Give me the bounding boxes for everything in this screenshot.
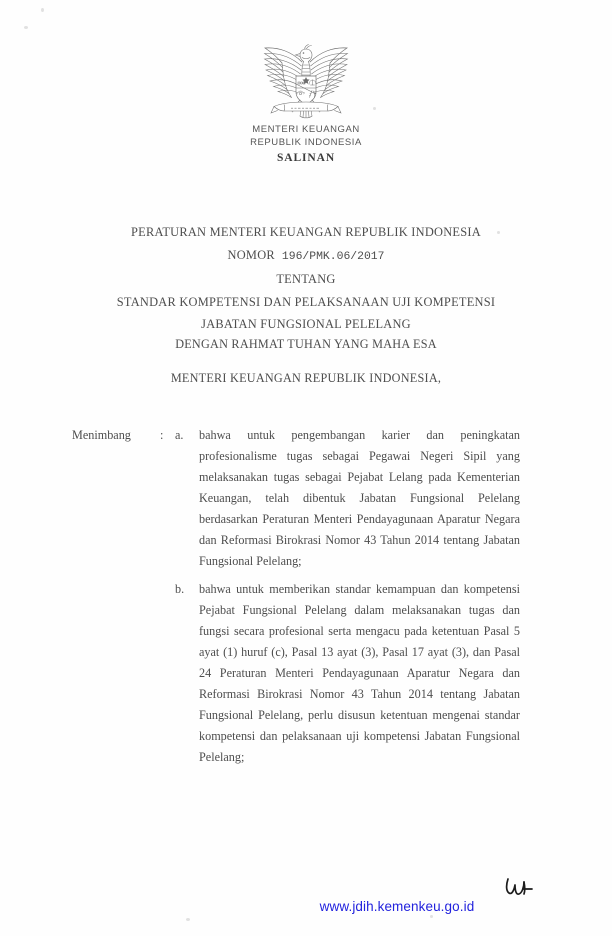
letterhead-line-2: REPUBLIK INDONESIA bbox=[250, 136, 362, 148]
garuda-pancasila-emblem bbox=[254, 40, 358, 124]
attestation-line: MENTERI KEUANGAN REPUBLIK INDONESIA, bbox=[170, 371, 442, 385]
subject-line-2: JABATAN FUNGSIONAL PELELANG bbox=[201, 317, 411, 331]
initials-handwritten-mark bbox=[500, 874, 544, 902]
consideration-text-a: bahwa untuk pengembangan karier dan peningkatan profesionalisme tugas sebagai Pegawai Negeri Sipil yang melaksanakan tugas sebagai Pejabat Lelang pada Kementerian Keuangan, telah dibentuk Jabatan Fungsional Pelelang berdasarkan Peraturan Menteri Pendayagunaan Aparatur Negara dan Reformasi Birokrasi Nomor 43 Tahun 2014 tentang Jabatan Fungsional Pelelang; bbox=[199, 428, 520, 568]
consideration-item-a bbox=[72, 425, 520, 572]
letterhead-line-1: MENTERI KEUANGAN bbox=[252, 124, 360, 135]
emblem-container bbox=[0, 40, 612, 129]
scan-speck bbox=[186, 918, 190, 921]
consideration-item-b bbox=[72, 579, 520, 768]
scan-speck bbox=[41, 8, 44, 12]
copy-stamp: SALINAN bbox=[276, 152, 336, 164]
document-title-block bbox=[46, 221, 566, 336]
considerations-colon: : bbox=[160, 428, 164, 442]
letterhead bbox=[0, 124, 612, 149]
scan-speck bbox=[430, 915, 433, 918]
consideration-marker-b: b. bbox=[175, 582, 185, 596]
footer-url[interactable]: www.jdih.kemenkeu.go.id bbox=[319, 899, 475, 914]
subject-line-1: STANDAR KOMPETENSI DAN PELAKSANAAN UJI KOMPETENSI bbox=[116, 294, 496, 309]
regulation-number-line bbox=[46, 244, 566, 269]
considerations-label: Menimbang bbox=[72, 428, 131, 442]
tentang-label: TENTANG bbox=[276, 272, 336, 286]
consideration-text-b: bahwa untuk memberikan standar kemampuan dan kompetensi Pejabat Fungsional Pelelang dalam melaksanakan tugas dan fungsi secara profesional serta mengacu pada ketentuan Pasal 5 ayat (1) huruf (c), Pasal 13 ayat (3), Pasal 17 ayat (3), dan Pasal 24 Peraturan Menteri Pendayagunaan Aparatur Negara dan Reformasi Birokrasi Nomor 43 Tahun 2014 tentang Jabatan Fungsional Pelelang, perlu disusun ketentuan mengenai standar kompetensi dan pelaksanaan uji kompetensi Jabatan Fungsional Pelelang; bbox=[199, 582, 520, 764]
nomor-label: NOMOR bbox=[227, 247, 275, 262]
considerations-section bbox=[72, 425, 520, 768]
nomor-value: 196/PMK.06/2017 bbox=[281, 250, 385, 263]
invocation-line: DENGAN RAHMAT TUHAN YANG MAHA ESA bbox=[175, 337, 437, 351]
scan-speck bbox=[24, 26, 28, 29]
regulation-title-line: PERATURAN MENTERI KEUANGAN REPUBLIK INDONESIA bbox=[131, 225, 481, 239]
consideration-marker-a: a. bbox=[175, 428, 184, 442]
